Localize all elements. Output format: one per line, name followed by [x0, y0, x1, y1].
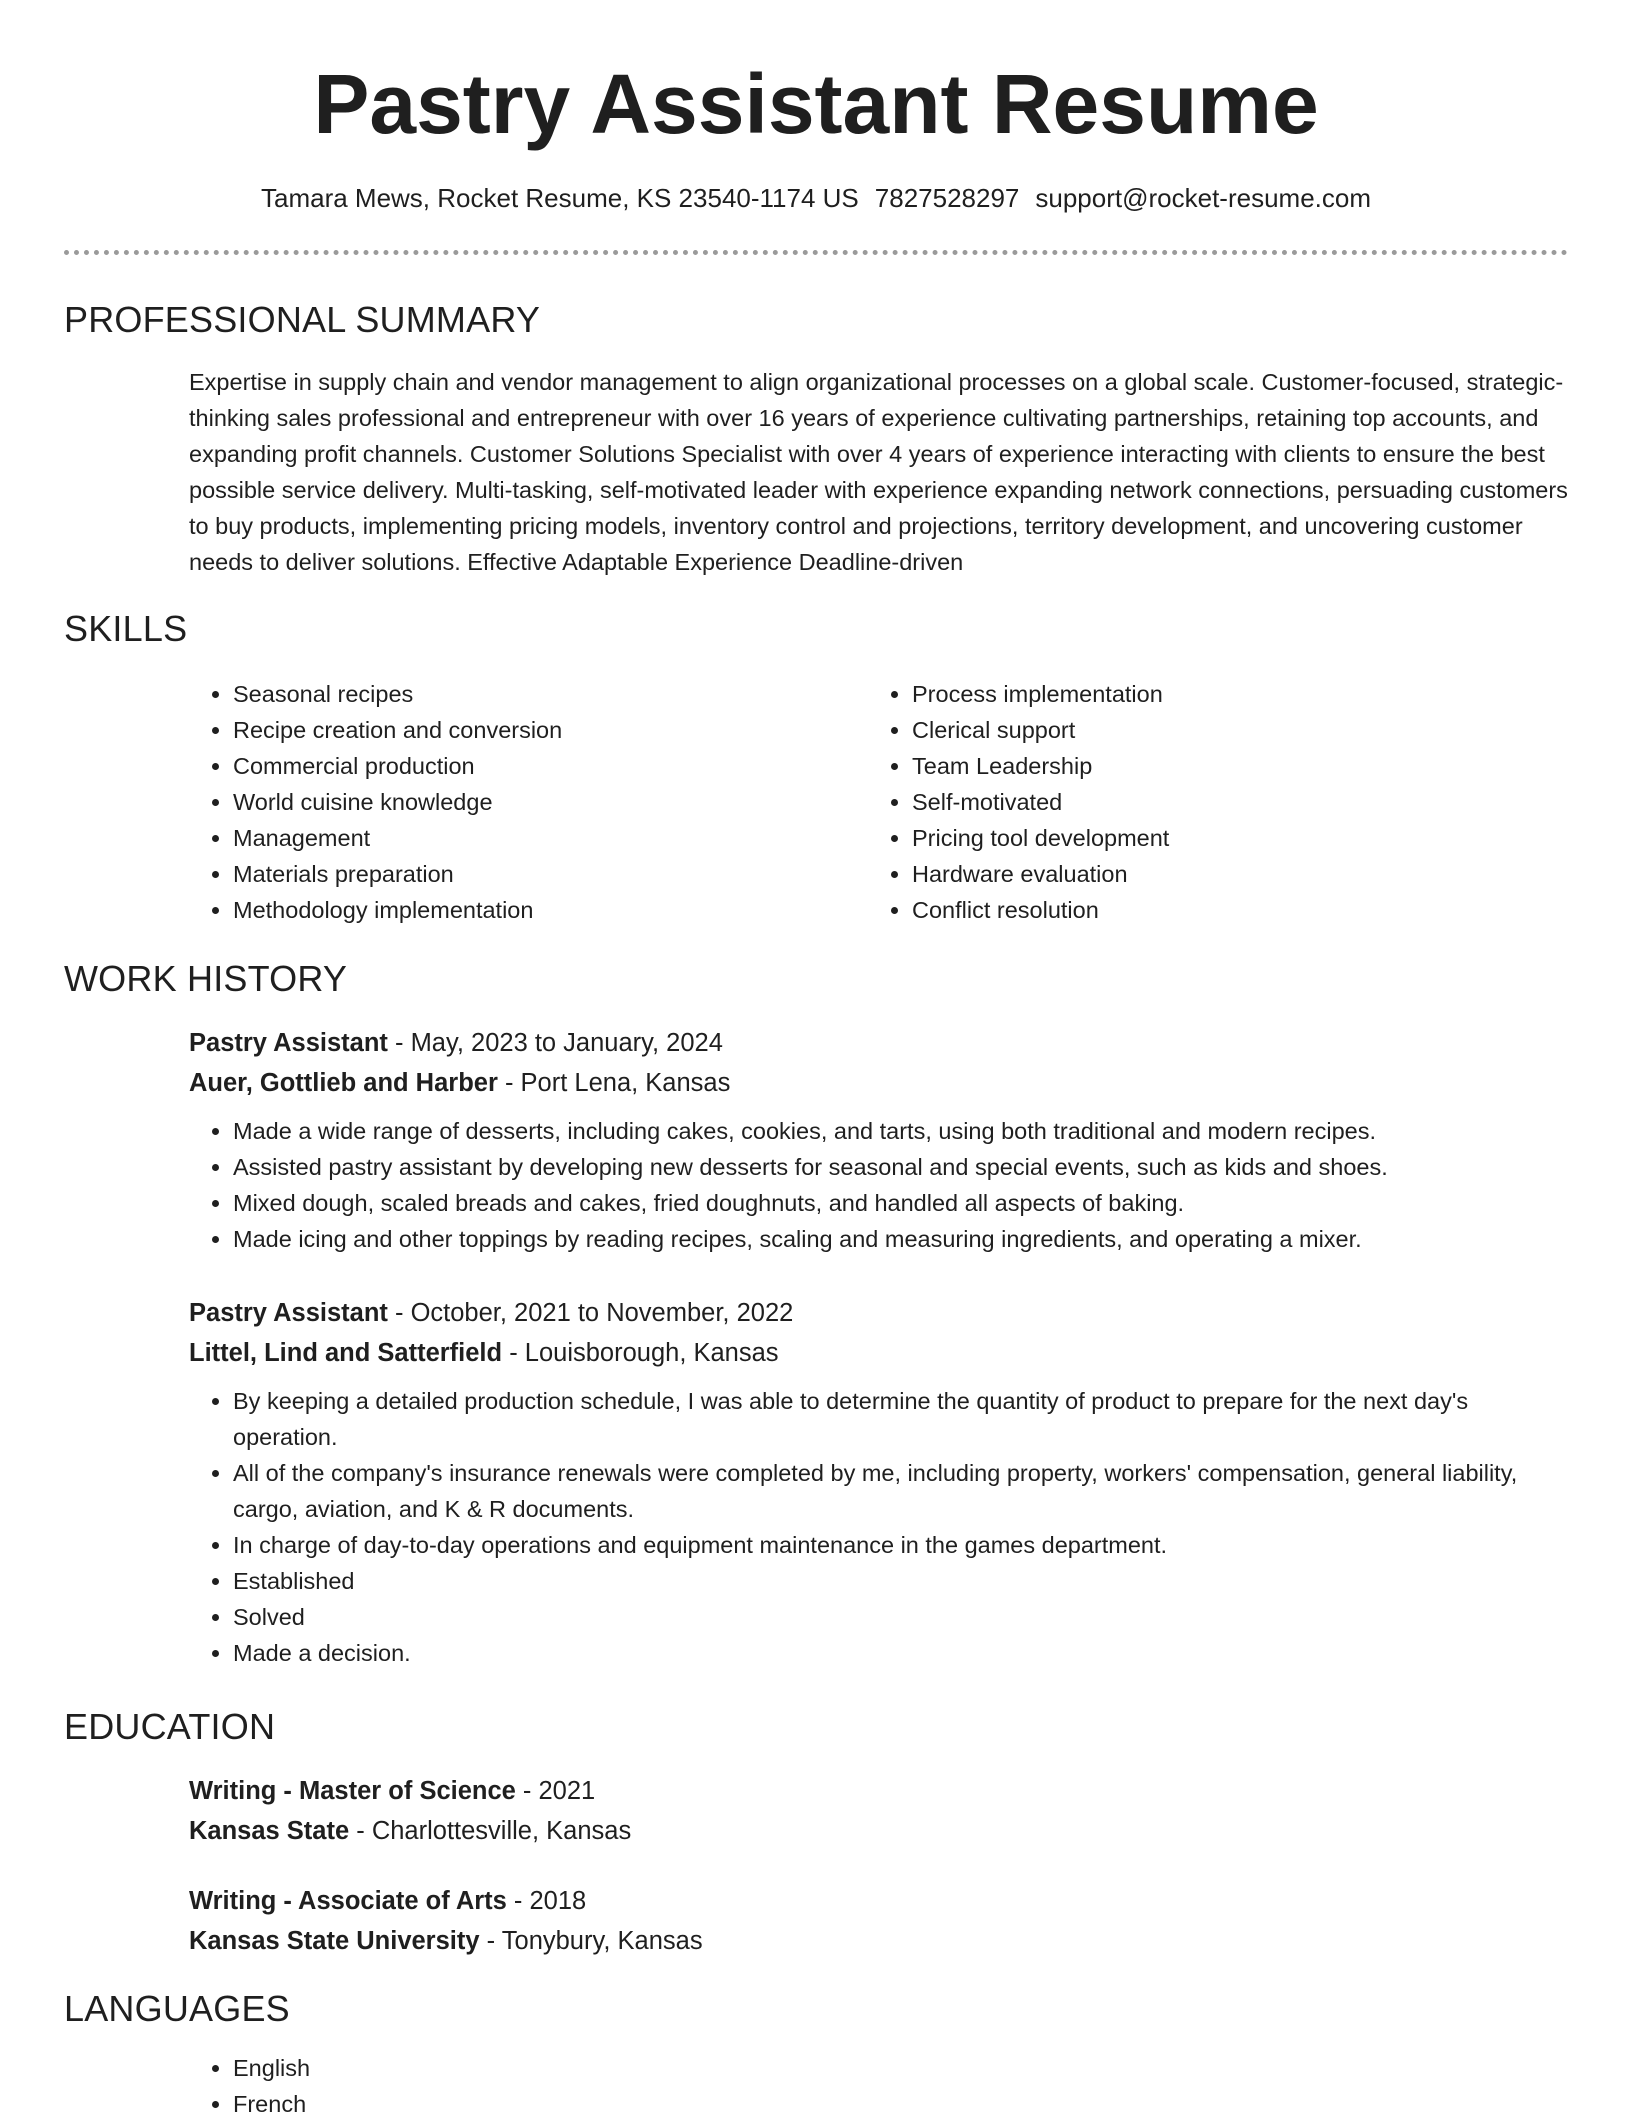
- degree: Writing - Master of Science: [189, 1777, 516, 1805]
- job-entry: [189, 1023, 1569, 1257]
- job-dates: - May, 2023 to January, 2024: [387, 1029, 723, 1057]
- education-entry: [189, 1771, 1569, 1851]
- job-duty: • Established: [233, 1563, 1569, 1599]
- skills-list-left: [189, 676, 809, 928]
- school-location: - Tonybury, Kansas: [479, 1927, 703, 1955]
- languages-list: [0, 2050, 1569, 2122]
- job-duty: • Assisted pastry assistant by developing new desserts for seasonal and special events, such as kids and shoes.: [233, 1149, 1569, 1185]
- header-divider: [64, 250, 1568, 255]
- contact-address: Tamara Mews, Rocket Resume, KS 23540-1174 US: [260, 183, 859, 213]
- degree-year: - 2021: [515, 1777, 596, 1805]
- skill-item: • Methodology implementation: [233, 892, 809, 928]
- skill-item: • Seasonal recipes: [233, 676, 809, 712]
- job-location: - Louisborough, Kansas: [502, 1339, 779, 1367]
- job-company: Auer, Gottlieb and Harber: [189, 1069, 498, 1097]
- job-duty: • Mixed dough, scaled breads and cakes, fried doughnuts, and handled all aspects of baking.: [233, 1185, 1569, 1221]
- job-title-line: [189, 1293, 1569, 1333]
- languages-block: [189, 2050, 1569, 2122]
- school: Kansas State: [189, 1817, 350, 1845]
- job-location: - Port Lena, Kansas: [497, 1069, 731, 1097]
- skill-item: • Self-motivated: [912, 784, 1488, 820]
- job-company: Littel, Lind and Satterfield: [189, 1339, 503, 1367]
- job-duty: • All of the company's insurance renewals were completed by me, including property, workers' compensation, general liability, cargo, aviation, and K & R documents.: [233, 1455, 1569, 1527]
- summary-heading: PROFESSIONAL SUMMARY: [64, 299, 541, 340]
- skill-item: • Commercial production: [233, 748, 809, 784]
- job-duties-list: [189, 1383, 1569, 1671]
- skill-item: • Conflict resolution: [912, 892, 1488, 928]
- work-history-heading: WORK HISTORY: [64, 958, 348, 999]
- languages-heading: LANGUAGES: [64, 1988, 290, 2029]
- contact-phone: 7827528297: [874, 183, 1020, 213]
- school-line: [189, 1811, 1569, 1851]
- skill-item: • Recipe creation and conversion: [233, 712, 809, 748]
- contact-line: [0, 178, 1632, 218]
- skills-heading: SKILLS: [64, 608, 188, 649]
- job-duty: • Made a wide range of desserts, including cakes, cookies, and tarts, using both traditional and modern recipes.: [233, 1113, 1569, 1149]
- summary-text: Expertise in supply chain and vendor management to align organizational processes on a global scale. Customer-focused, strategic-thinking sales professional and entrepreneur with over 16 years of experience cultivating partnerships, retaining top accounts, and expanding profit channels. Customer Solutions Specialist with over 4 years of experience interacting with clients to ensure the best possible service delivery. Multi-tasking, self-motivated leader with experience expanding network connections, persuading customers to buy products, implementing pricing models, inventory control and projections, territory development, and uncovering customer needs to deliver solutions. Effective Adaptable Experience Deadline-driven: [189, 369, 1568, 575]
- job-duty: • In charge of day-to-day operations and equipment maintenance in the games department.: [233, 1527, 1569, 1563]
- language-item: • French: [233, 2086, 1569, 2122]
- job-title: Pastry Assistant: [189, 1029, 388, 1057]
- job-company-line: [189, 1063, 1569, 1103]
- skill-item: • Process implementation: [912, 676, 1488, 712]
- job-duties-list: [189, 1113, 1569, 1257]
- job-duty: • Made a decision.: [233, 1635, 1569, 1671]
- job-duty: • Made icing and other toppings by reading recipes, scaling and measuring ingredients, and operating a mixer.: [233, 1221, 1569, 1257]
- skills-column-right: [868, 676, 1488, 928]
- job-title-line: [189, 1023, 1569, 1063]
- degree: Writing - Associate of Arts: [189, 1887, 507, 1915]
- skill-item: • Materials preparation: [233, 856, 809, 892]
- language-item: • English: [233, 2050, 1569, 2086]
- job-title: Pastry Assistant: [189, 1299, 388, 1327]
- education-heading: EDUCATION: [64, 1706, 276, 1747]
- education-entry: [189, 1881, 1569, 1961]
- contact-email: support@rocket-resume.com: [1035, 183, 1372, 213]
- skill-item: • Hardware evaluation: [912, 856, 1488, 892]
- job-duty: • Solved: [233, 1599, 1569, 1635]
- job-dates: - October, 2021 to November, 2022: [387, 1299, 794, 1327]
- degree-line: [189, 1881, 1569, 1921]
- skill-item: • Clerical support: [912, 712, 1488, 748]
- job-entry: [189, 1293, 1569, 1671]
- job-duty: • By keeping a detailed production schedule, I was able to determine the quantity of product to prepare for the next day's operation.: [233, 1383, 1569, 1455]
- skill-item: • Pricing tool development: [912, 820, 1488, 856]
- resume-title: Pastry Assistant Resume: [313, 57, 1319, 151]
- degree-year: - 2018: [506, 1887, 587, 1915]
- school: Kansas State University: [189, 1927, 480, 1955]
- job-company-line: [189, 1333, 1569, 1373]
- skill-item: • Management: [233, 820, 809, 856]
- school-line: [189, 1921, 1569, 1961]
- skill-item: • Team Leadership: [912, 748, 1488, 784]
- skill-item: • World cuisine knowledge: [233, 784, 809, 820]
- skills-column-left: [189, 676, 809, 928]
- degree-line: [189, 1771, 1569, 1811]
- skills-list-right: [868, 676, 1488, 928]
- school-location: - Charlottesville, Kansas: [349, 1817, 632, 1845]
